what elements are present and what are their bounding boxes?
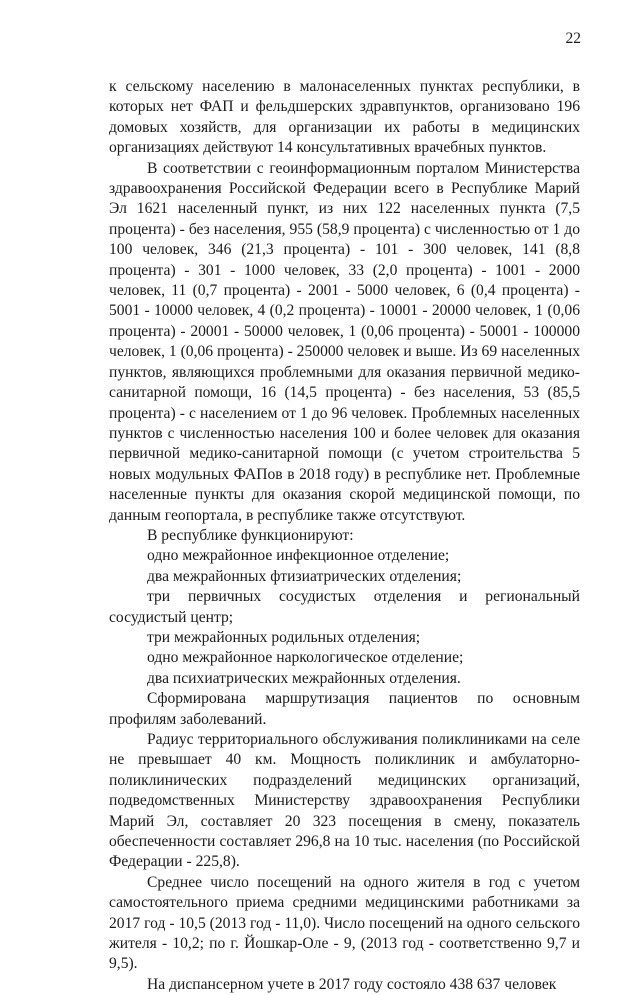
list-item: три межрайонных родильных отделения; [147, 628, 421, 646]
list-item: три первичных сосудистых отделения и региональный сосудистый центр; [109, 588, 580, 626]
page-number: 22 [565, 30, 581, 47]
paragraph-patient-routing: Сформирована маршрутизация пациентов по основным профилям заболеваний. [109, 690, 580, 728]
paragraph-functioning-intro: В республике функционируют: [147, 526, 354, 544]
list-item: одно межрайонное наркологическое отделение; [147, 649, 464, 667]
paragraph-polyclinic-capacity: Радиус территориального обслуживания поликлиниками на селе не превышает 40 км. Мощность поликлиник и амбулаторно-поликлинических подразделений медицинских организаций, подведомственных Министерству здравоохранения Республики Марий Эл, составляет 20 323 посещения в смену, показатель обеспеченности составляет 296,8 на 10 тыс. населения (по Российской Федерации - 225,8). [109, 731, 580, 871]
paragraph-geoportal-statistics: В соответствии с геоинформационным порталом Министерства здравоохранения Российской Федерации всего в Республике Марий Эл 1621 населенный пункт, из них 122 населенных пункта (7,5 процента) - без населения, 955 (58,9 процента) с численностью от 1 до 100 человек, 346 (21,3 процента) - 101 - 300 человек, 141 (8,8 процента) - 301 - 1000 человек, 33 (2,0 процента) - 1001 - 2000 человек, 11 (0,7 процента) - 2001 - 5000 человек, 6 (0,4 процента) - 5001 - 10000 человек, 4 (0,2 процента) - 10001 - 20000 человек, 1 (0,06 процента) - 20001 - 50000 человек, 1 (0,06 процента) - 50001 - 100000 человек, 1 (0,06 процента) - 250000 человек и выше. Из 69 населенных пунктов, являющихся проблемными для оказания первичной медико-санитарной помощи, 16 (14,5 процента) - без населения, 53 (85,5 процента) - с населением от 1 до 96 человек. Проблемных населенных пунктов с численностью населения 100 и более человек для оказания первичной медико-санитарной помощи (с учетом строительства 5 новых модульных ФАПов в 2018 году) в республике нет. Проблемные населенные пункты для оказания скорой медицинской помощи, по данным геопортала, в республике также отсутствуют. [109, 159, 580, 524]
list-item: два психиатрических межрайонных отделения. [147, 669, 461, 687]
body-text [109, 77, 580, 995]
list-item: одно межрайонное инфекционное отделение; [147, 547, 450, 565]
paragraph-visits-per-resident: Среднее число посещений на одного жителя в год с учетом самостоятельного приема средними медицинскими работниками за 2017 год - 10,5 (2013 год - 11,0). Число посещений на одного сельского жителя - 10,2; по г. Йошкар-Оле - 9, (2013 год - соответственно 9,7 и 9,5). [109, 873, 580, 973]
list-item: два межрайонных фтизиатрических отделения; [147, 567, 462, 585]
paragraph-rural-households: к сельскому населению в малонаселенных пунктах республики, в которых нет ФАП и фельдшерских здравпунктов, организовано 196 домовых хозяйств, для организации их работы в медицинских организациях действуют 14 консультативных врачебных пунктов. [109, 78, 580, 157]
paragraph-dispensary-registration: На диспансерном учете в 2017 году состояло 438 637 человек [147, 975, 557, 993]
